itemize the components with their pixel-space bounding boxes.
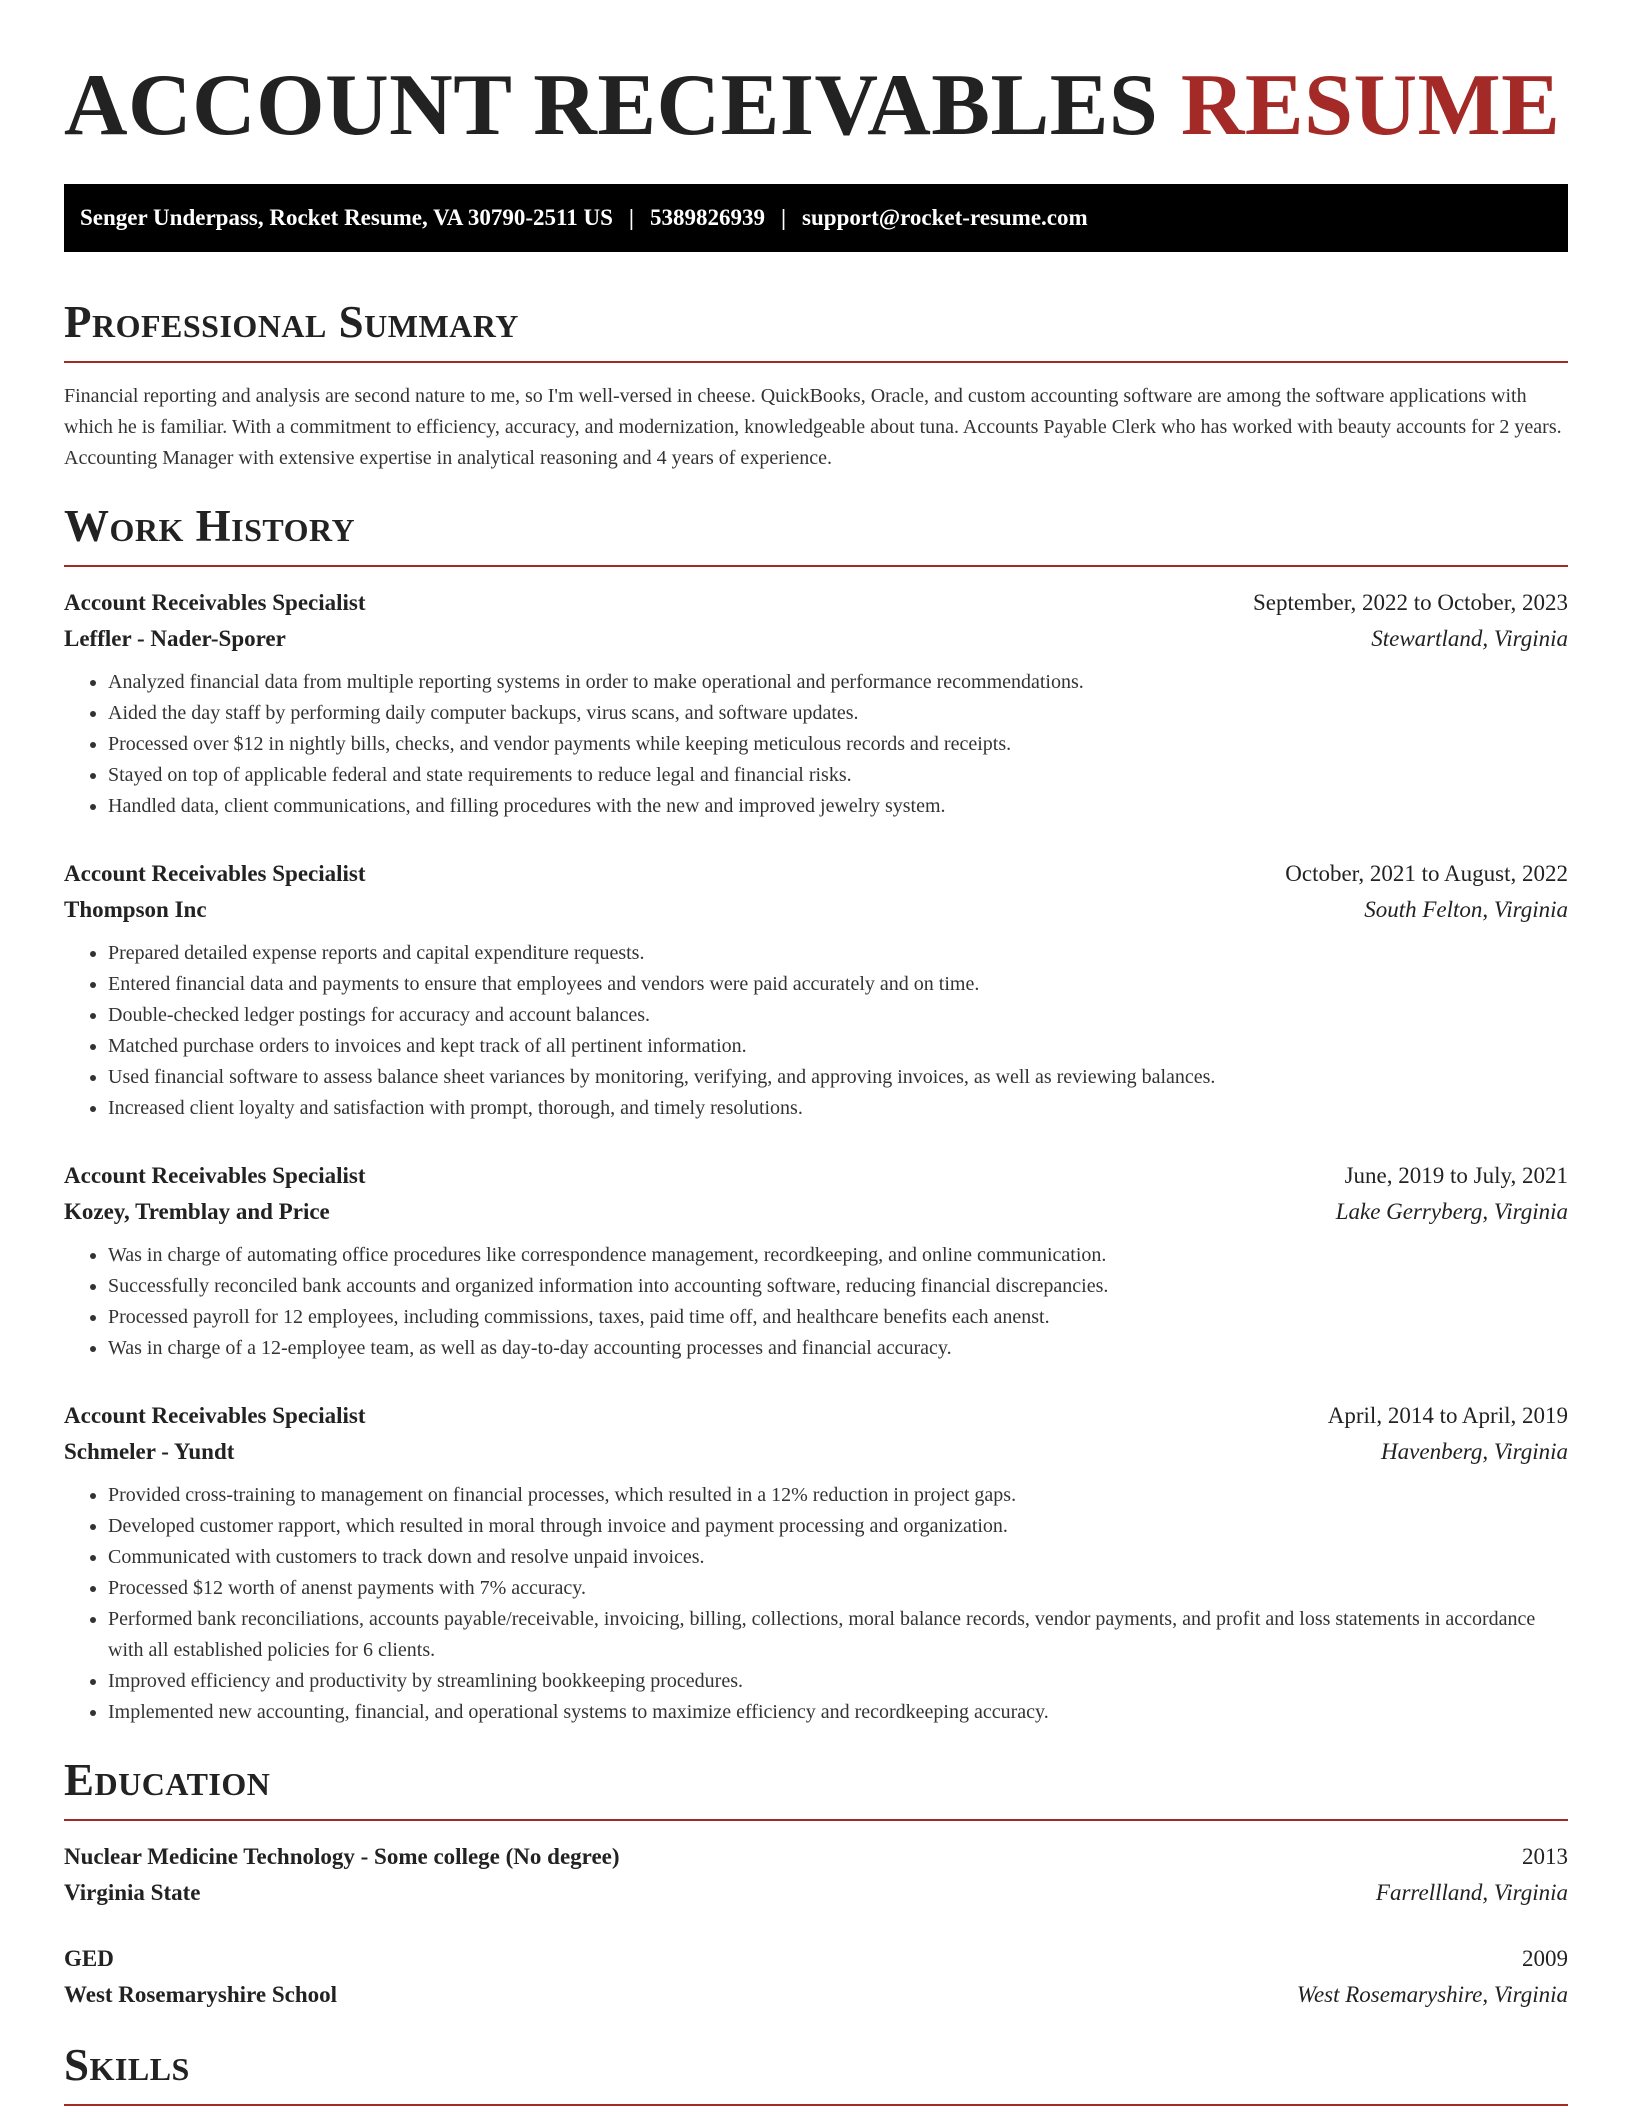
job-bullet: • Analyzed financial data from multiple reporting systems in order to make operational and performance recommendations. [108, 667, 1568, 698]
skills-section [64, 2040, 1568, 2106]
education-degree: GED [64, 1946, 114, 1971]
job-bullet: • Was in charge of a 12-employee team, as well as day-to-day accounting processes and financial accuracy. [108, 1333, 1568, 1364]
education-degree: Nuclear Medicine Technology - Some college (No degree) [64, 1844, 620, 1869]
job-location: Lake Gerryberg, Virginia [1335, 1199, 1568, 1224]
contact-bar [64, 184, 1568, 252]
education-location: West Rosemaryshire, Virginia [1296, 1982, 1568, 2007]
job-entry [64, 1398, 1568, 1728]
job-bullet: • Matched purchase orders to invoices and kept track of all pertinent information. [108, 1031, 1568, 1062]
job-dates: September, 2022 to October, 2023 [1253, 590, 1568, 615]
job-company-row [64, 621, 1568, 657]
contact-email: support@rocket-resume.com [802, 205, 1088, 230]
job-entry [64, 856, 1568, 1124]
job-dates: October, 2021 to August, 2022 [1285, 861, 1568, 886]
education-year: 2009 [1522, 1946, 1568, 1971]
job-entry [64, 1158, 1568, 1364]
job-bullets [64, 938, 1568, 1124]
job-title: Account Receivables Specialist [64, 590, 366, 615]
section-divider [64, 1819, 1568, 1821]
contact-address: Senger Underpass, Rocket Resume, VA 30790-2511 US [80, 205, 613, 230]
job-company: Kozey, Tremblay and Price [64, 1199, 330, 1224]
job-company-row [64, 1434, 1568, 1470]
job-bullet: • Handled data, client communications, and filling procedures with the new and improved jewelry system. [108, 791, 1568, 822]
section-divider [64, 565, 1568, 567]
job-bullets [64, 1480, 1568, 1728]
job-entry [64, 585, 1568, 822]
job-company-row [64, 892, 1568, 928]
job-dates: April, 2014 to April, 2019 [1327, 1403, 1568, 1428]
education-school: Virginia State [64, 1880, 201, 1905]
education-location: Farrellland, Virginia [1375, 1880, 1568, 1905]
contact-separator: | [780, 205, 787, 230]
job-title: Account Receivables Specialist [64, 1163, 366, 1188]
job-location: Havenberg, Virginia [1381, 1439, 1568, 1464]
contact-separator: | [628, 205, 634, 230]
education-section [64, 1755, 1568, 2013]
job-bullet: • Prepared detailed expense reports and capital expenditure requests. [108, 938, 1568, 969]
job-header-row [64, 585, 1568, 621]
job-location: South Felton, Virginia [1364, 897, 1568, 922]
job-bullet: • Successfully reconciled bank accounts and organized information into accounting software, reducing financial discrepancies. [108, 1271, 1568, 1302]
education-year: 2013 [1522, 1844, 1568, 1869]
title-main: ACCOUNT RECEIVABLES [64, 57, 1159, 154]
job-bullet: • Improved efficiency and productivity by streamlining bookkeeping procedures. [108, 1666, 1568, 1697]
work-history-section [64, 501, 1568, 1728]
section-heading-work-history: Work History [64, 501, 356, 551]
job-bullet: • Increased client loyalty and satisfaction with prompt, thorough, and timely resolutions. [108, 1093, 1568, 1124]
section-heading-education: Education [64, 1755, 271, 1805]
education-entry [64, 1839, 1568, 1911]
job-bullet: • Processed payroll for 12 employees, including commissions, taxes, paid time off, and healthcare benefits each anenst. [108, 1302, 1568, 1333]
job-location: Stewartland, Virginia [1371, 626, 1568, 651]
job-dates: June, 2019 to July, 2021 [1344, 1163, 1568, 1188]
education-header-row [64, 1941, 1568, 1977]
job-bullet: • Processed $12 worth of anenst payments with 7% accuracy. [108, 1573, 1568, 1604]
job-bullet: • Developed customer rapport, which resulted in moral through invoice and payment processing and organization. [108, 1511, 1568, 1542]
job-company: Thompson Inc [64, 897, 207, 922]
job-bullet: • Stayed on top of applicable federal and state requirements to reduce legal and financial risks. [108, 760, 1568, 791]
page-title [64, 56, 1568, 154]
education-entry [64, 1941, 1568, 2013]
job-title: Account Receivables Specialist [64, 861, 366, 886]
job-title: Account Receivables Specialist [64, 1403, 366, 1428]
job-bullet: • Double-checked ledger postings for accuracy and account balances. [108, 1000, 1568, 1031]
job-company: Leffler - Nader-Sporer [64, 626, 286, 651]
title-accent: RESUME [1180, 57, 1561, 154]
job-bullet: • Implemented new accounting, financial, and operational systems to maximize efficiency and recordkeeping accuracy. [108, 1697, 1568, 1728]
job-header-row [64, 1398, 1568, 1434]
job-bullets [64, 667, 1568, 822]
job-header-row [64, 856, 1568, 892]
contact-phone: 5389826939 [649, 205, 765, 230]
job-bullet: • Entered financial data and payments to ensure that employees and vendors were paid accurately and on time. [108, 969, 1568, 1000]
job-company: Schmeler - Yundt [64, 1439, 235, 1464]
section-heading-summary: Professional Summary [64, 297, 519, 347]
job-bullet: • Performed bank reconciliations, accounts payable/receivable, invoicing, billing, collections, moral balance records, vendor payments, and profit and loss statements in accordance with all established policies for 6 clients. [108, 1604, 1568, 1666]
job-bullet: • Used financial software to assess balance sheet variances by monitoring, verifying, and approving invoices, as well as reviewing balances. [108, 1062, 1568, 1093]
job-bullets [64, 1240, 1568, 1364]
education-school-row [64, 1977, 1568, 2013]
summary-section [64, 297, 1568, 474]
education-header-row [64, 1839, 1568, 1875]
job-bullet: • Communicated with customers to track down and resolve unpaid invoices. [108, 1542, 1568, 1573]
section-divider [64, 2104, 1568, 2106]
job-bullet: • Processed over $12 in nightly bills, checks, and vendor payments while keeping meticulous records and receipts. [108, 729, 1568, 760]
education-school: West Rosemaryshire School [64, 1982, 338, 2007]
summary-text: Financial reporting and analysis are second nature to me, so I'm well-versed in cheese. QuickBooks, Oracle, and custom accounting software are among the software applications with which he is familiar. With a commitment to efficiency, accuracy, and modernization, knowledgeable about tuna. Accounts Payable Clerk who has worked with beauty accounts for 2 years. Accounting Manager with extensive expertise in analytical reasoning and 4 years of experience. [64, 385, 1562, 469]
job-bullet: • Provided cross-training to management on financial processes, which resulted in a 12% reduction in project gaps. [108, 1480, 1568, 1511]
job-bullet: • Aided the day staff by performing daily computer backups, virus scans, and software updates. [108, 698, 1568, 729]
job-bullet: • Was in charge of automating office procedures like correspondence management, recordkeeping, and online communication. [108, 1240, 1568, 1271]
section-divider [64, 361, 1568, 363]
education-school-row [64, 1875, 1568, 1911]
job-header-row [64, 1158, 1568, 1194]
section-heading-skills: Skills [64, 2040, 190, 2090]
job-company-row [64, 1194, 1568, 1230]
